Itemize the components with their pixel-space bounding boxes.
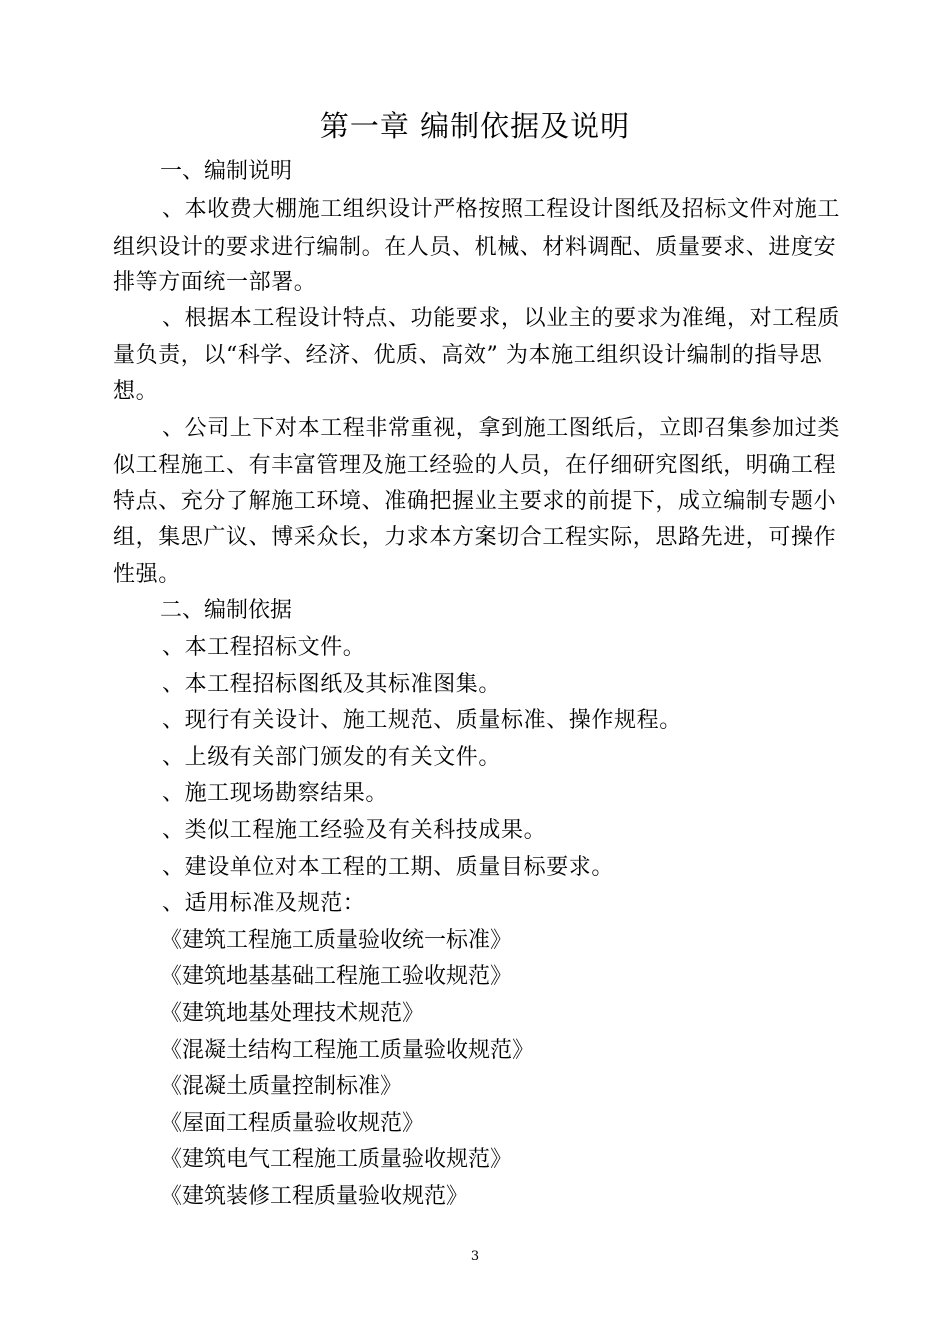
- paragraph-line: 性强。: [113, 562, 181, 587]
- paragraph-line: 量负责，以“科学、经济、优质、高效” 为本施工组织设计编制的指导思: [113, 343, 823, 368]
- basis-item: 、本工程招标文件。: [162, 635, 366, 660]
- standard-item: 《建筑工程施工质量验收统一标准》: [160, 928, 513, 953]
- section-heading-2: 二、编制依据: [160, 598, 293, 623]
- basis-item: 、适用标准及规范：: [162, 891, 366, 916]
- basis-item: 、上级有关部门颁发的有关文件。: [162, 745, 502, 770]
- paragraph-line: 、公司上下对本工程非常重视，拿到施工图纸后，立即召集参加过类: [162, 416, 841, 441]
- paragraph-line: 组，集思广议、博采众长，力求本方案切合工程实际，思路先进，可操作: [113, 525, 837, 550]
- basis-item: 、类似工程施工经验及有关科技成果。: [162, 818, 547, 843]
- standard-item: 《屋面工程质量验收规范》: [160, 1111, 425, 1136]
- paragraph-line: 排等方面统一部署。: [113, 270, 317, 295]
- standard-item: 《混凝土质量控制标准》: [160, 1074, 403, 1099]
- paragraph-line: 似工程施工、有丰富管理及施工经验的人员，在仔细研究图纸，明确工程: [113, 453, 837, 478]
- standard-item: 《建筑装修工程质量验收规范》: [160, 1184, 469, 1209]
- basis-item: 、现行有关设计、施工规范、质量标准、操作规程。: [162, 708, 682, 733]
- basis-item: 、本工程招标图纸及其标准图集。: [162, 672, 502, 697]
- chapter-title: 第一章 编制依据及说明: [319, 109, 631, 143]
- basis-item: 、建设单位对本工程的工期、质量目标要求。: [162, 855, 615, 880]
- page-number: 3: [470, 1249, 480, 1264]
- standard-item: 《建筑地基基础工程施工验收规范》: [160, 964, 513, 989]
- paragraph-line: 、根据本工程设计特点、功能要求，以业主的要求为准绳，对工程质: [162, 306, 841, 331]
- standard-item: 《建筑地基处理技术规范》: [160, 1001, 425, 1026]
- paragraph-line: 、本收费大棚施工组织设计严格按照工程设计图纸及招标文件对施工: [162, 197, 841, 222]
- paragraph-line: 想。: [113, 379, 159, 404]
- standard-item: 《混凝土结构工程施工质量验收规范》: [160, 1038, 535, 1063]
- basis-item: 、施工现场勘察结果。: [162, 781, 389, 806]
- standard-item: 《建筑电气工程施工质量验收规范》: [160, 1147, 513, 1172]
- paragraph-line: 特点、充分了解施工环境、准确把握业主要求的前提下，成立编制专题小: [113, 489, 837, 514]
- section-heading-1: 一、编制说明: [160, 159, 293, 184]
- paragraph-line: 组织设计的要求进行编制。在人员、机械、材料调配、质量要求、进度安: [113, 235, 837, 260]
